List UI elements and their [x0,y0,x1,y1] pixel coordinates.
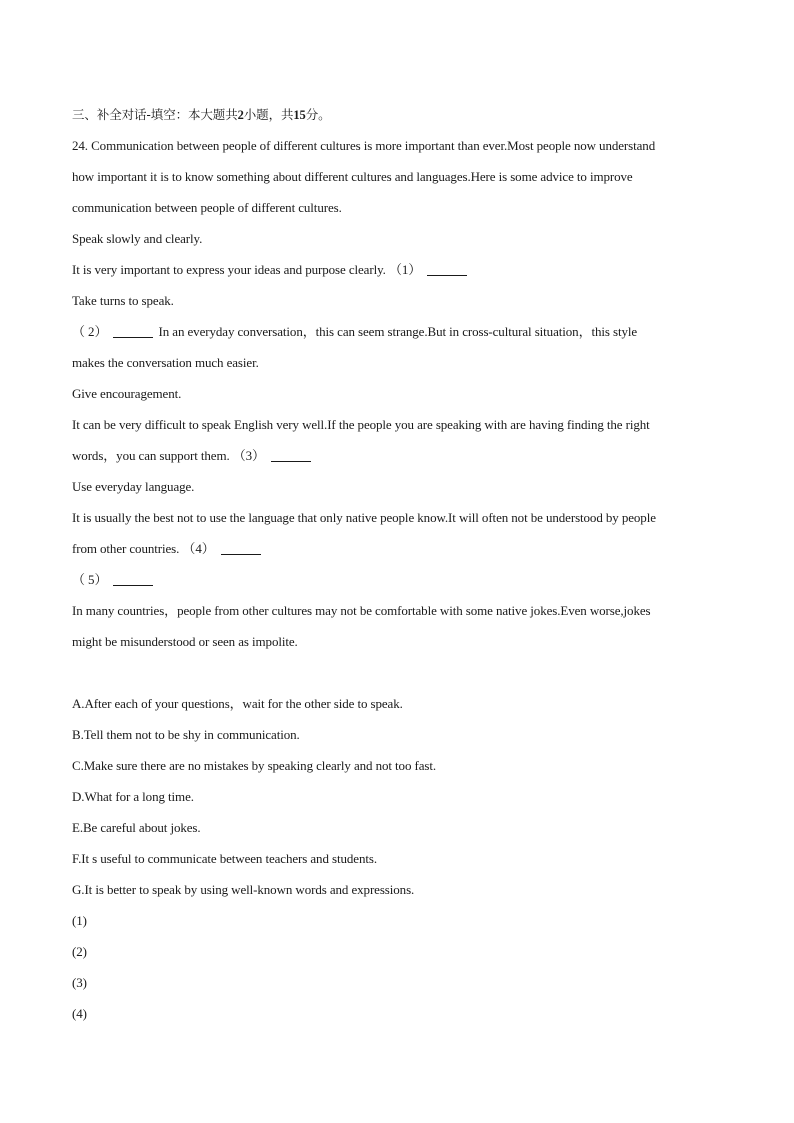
passage-subheading: Take turns to speak. [72,293,174,308]
passage-line: It can be very difficult to speak English very well.If the people you are speaking with are having finding the right [72,417,650,432]
answer-slot-1: (1) [72,913,87,928]
answer-blank-4[interactable] [221,540,261,555]
option-f: F.It s useful to communicate between teachers and students. [72,851,377,866]
passage-line: makes the conversation much easier. [72,355,259,370]
passage-line-blank-5: （ 5） [72,564,720,595]
passage-line-blank-2: （ 2） In an everyday conversation，this can seem strange.But in cross-cultural situation，this style [72,324,638,339]
passage-line-blank-3: words，you can support them. （3） [72,440,720,471]
option-d: D.What for a long time. [72,789,194,804]
answer-blank-3[interactable] [271,447,311,462]
passage-subheading: Give encouragement. [72,386,182,401]
passage-line-blank-1: It is very important to express your ideas and purpose clearly. （1） [72,254,720,285]
answer-slot-3: (3) [72,975,87,990]
answer-blank-2[interactable] [113,323,153,338]
option-e: E.Be careful about jokes. [72,820,201,835]
option-a: A.After each of your questions，wait for the other side to speak. [72,696,403,711]
passage-line: might be misunderstood or seen as impolite. [72,634,298,649]
answer-slot-2: (2) [72,944,87,959]
passage-line: communication between people of different cultures. [72,200,342,215]
question-content [72,99,720,1029]
passage-line: In many countries，people from other cultures may not be comfortable with some native jokes.Even worse,jokes [72,603,651,618]
answer-blank-5[interactable] [113,571,153,586]
option-g: G.It is better to speak by using well-known words and expressions. [72,882,415,897]
option-c: C.Make sure there are no mistakes by speaking clearly and not too fast. [72,758,437,773]
passage-line: It is usually the best not to use the language that only native people know.It will often not be understood by people [72,510,656,525]
option-b: B.Tell them not to be shy in communication. [72,727,300,742]
passage-line-blank-4: from other countries. （4） [72,533,720,564]
answer-slot-4: (4) [72,1006,87,1021]
passage-line: 24. Communication between people of different cultures is more important than ever.Most people now understand [72,138,656,153]
section-heading: 三、补全对话-填空：本大题共2小题，共15分。 [72,107,331,122]
spacer [72,657,720,688]
answer-blank-1[interactable] [427,261,467,276]
passage-subheading: Use everyday language. [72,479,195,494]
passage-line: how important it is to know something about different cultures and languages.Here is some advice to improve [72,169,633,184]
passage-subheading: Speak slowly and clearly. [72,231,203,246]
